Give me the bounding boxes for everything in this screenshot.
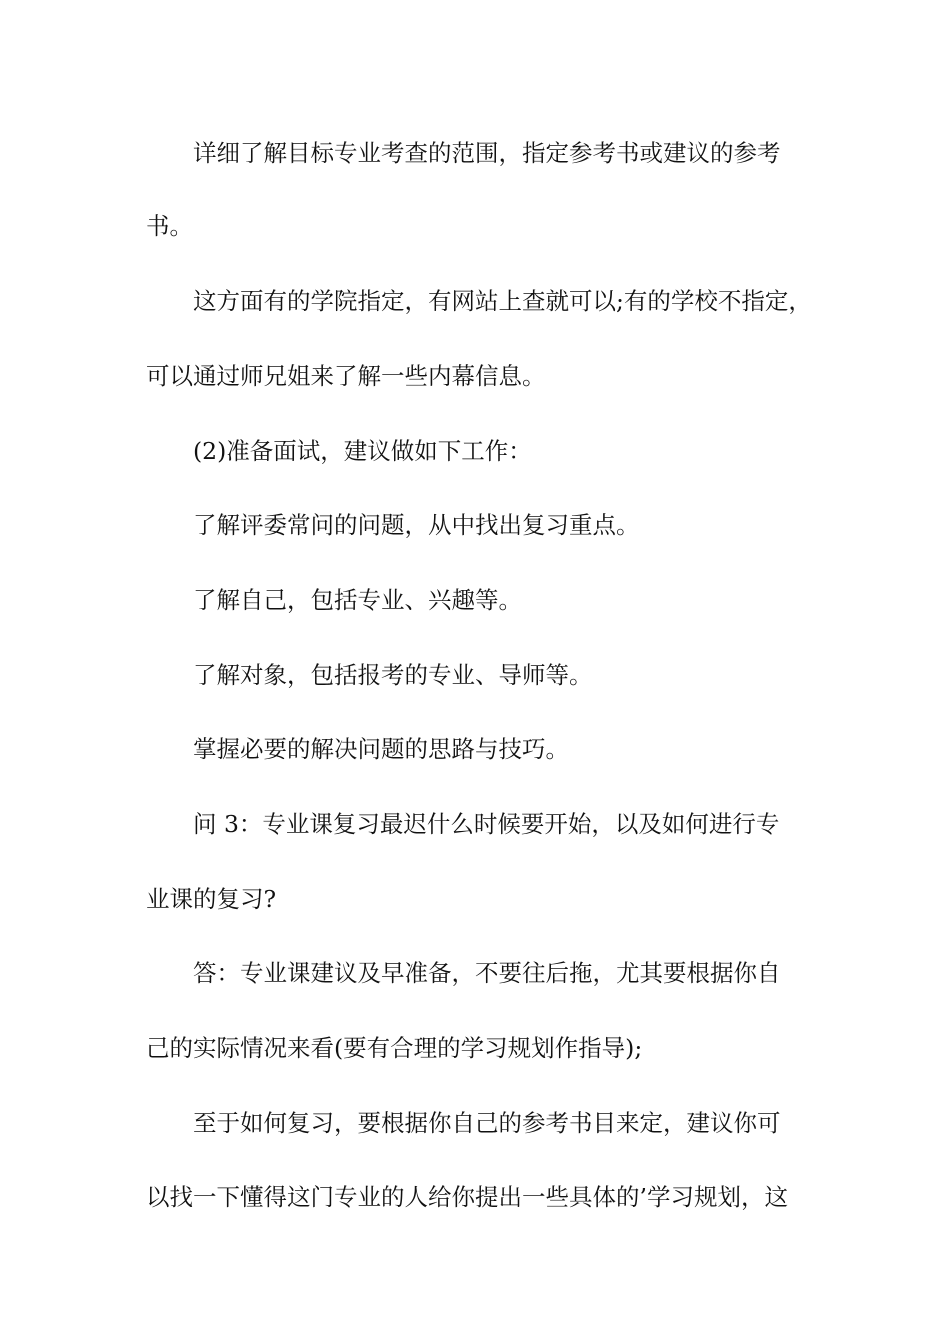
paragraph-9-line-1: 答：专业课建议及早准备，不要往后拖，尤其要根据你自 (193, 959, 781, 987)
paragraph-8-line-2: 业课的复习? (146, 885, 277, 913)
paragraph-2-line-2: 可以通过师兄姐来了解一些内幕信息。 (146, 362, 546, 390)
paragraph-5-line-1: 了解自己，包括专业、兴趣等。 (193, 586, 522, 614)
paragraph-10-line-2: 以找一下懂得这门专业的人给你提出一些具体的’学习规划，这 (146, 1183, 788, 1211)
paragraph-1-line-2: 书。 (146, 212, 193, 240)
paragraph-4-line-1: 了解评委常问的问题，从中找出复习重点。 (193, 511, 640, 539)
paragraph-10-line-1: 至于如何复习，要根据你自己的参考书目来定，建议你可 (193, 1109, 781, 1137)
paragraph-1-line-1: 详细了解目标专业考查的范围，指定参考书或建议的参考 (193, 139, 781, 167)
paragraph-7-line-1: 掌握必要的解决问题的思路与技巧。 (193, 735, 569, 763)
paragraph-6-line-1: 了解对象，包括报考的专业、导师等。 (193, 661, 593, 689)
paragraph-3-line-1: (2)准备面试，建议做如下工作： (193, 437, 532, 465)
paragraph-8-line-1: 问 3：专业课复习最迟什么时候要开始，以及如何进行专 (193, 810, 780, 838)
paragraph-9-line-2: 己的实际情况来看(要有合理的学习规划作指导); (146, 1034, 643, 1062)
paragraph-2-line-1: 这方面有的学院指定，有网站上查就可以;有的学校不指定， (193, 287, 812, 315)
